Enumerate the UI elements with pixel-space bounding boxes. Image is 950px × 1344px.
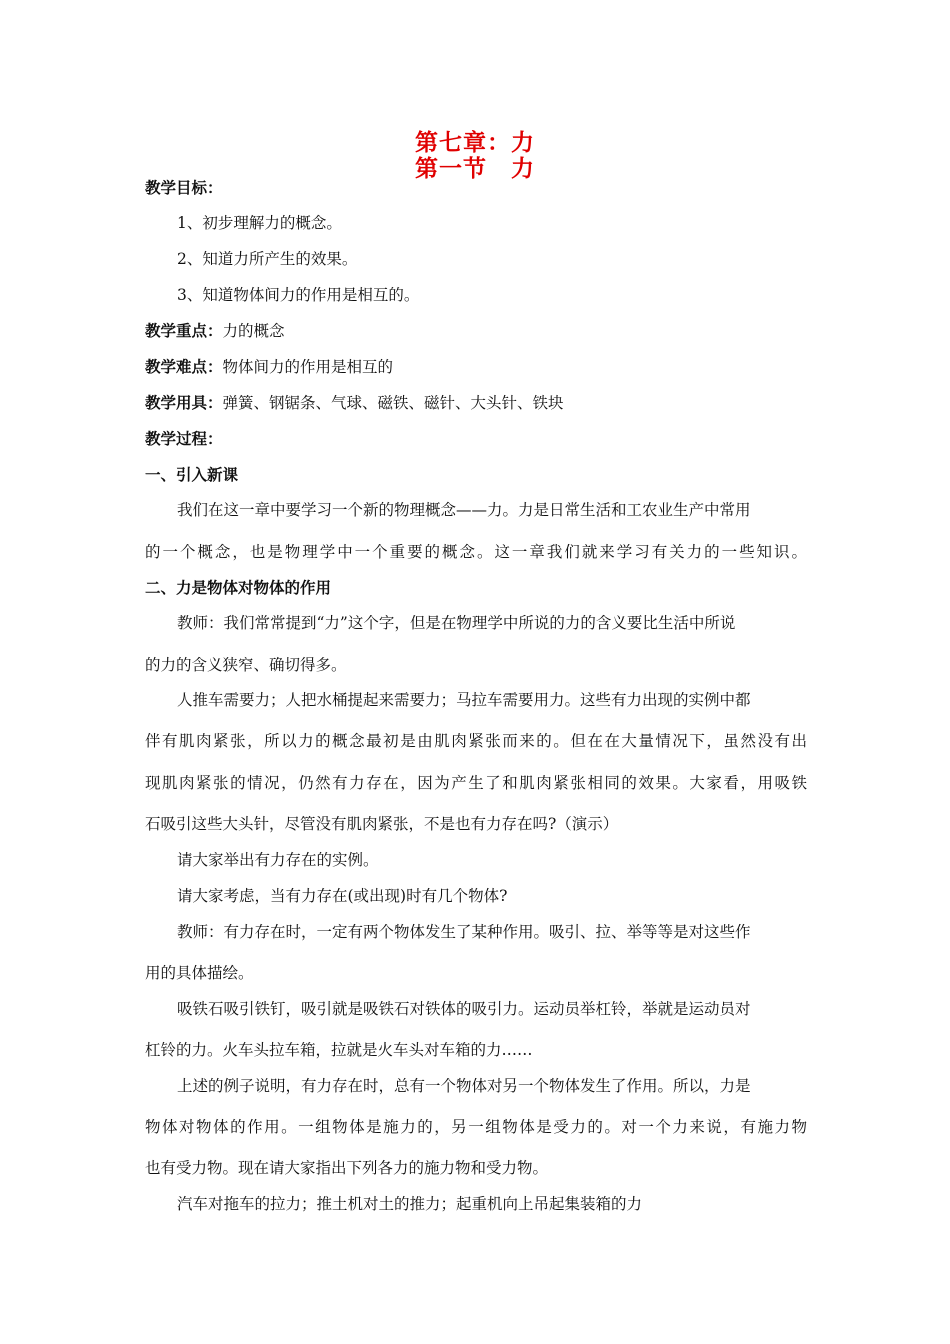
part2-heading: 二、力是物体对物体的作用: [145, 579, 332, 597]
paragraph-line: 的力的含义狭窄、确切得多。: [145, 656, 347, 674]
paragraph-line: 我们在这一章中要学习一个新的物理概念——力。力是日常生活和工农业生产中常用: [177, 501, 751, 519]
tools-text: 弹簧、钢锯条、气球、磁铁、磁针、大头针、铁块: [222, 394, 564, 412]
paragraph-line: 教师：我们常常提到“力”这个字，但是在物理学中所说的力的含义要比生活中所说: [177, 614, 736, 632]
objective-item: 2、知道力所产生的效果。: [177, 250, 358, 268]
difficulty-line: [145, 357, 393, 377]
tools-line: [145, 393, 564, 413]
paragraph-line: 用的具体描绘。: [145, 964, 254, 982]
paragraph-line: 汽车对拖车的拉力；推土机对土的推力；起重机向上吊起集装箱的力: [177, 1195, 643, 1213]
process-label: 教学过程：: [145, 430, 223, 448]
objective-item: 1、初步理解力的概念。: [177, 214, 342, 232]
paragraph-line: 人推车需要力；人把水桶提起来需要力；马拉车需要用力。这些有力出现的实例中都: [177, 691, 751, 709]
paragraph-line: 也有受力物。现在请大家指出下列各力的施力物和受力物。: [145, 1159, 549, 1177]
objectives-label: 教学目标：: [145, 179, 223, 197]
paragraph-line: 石吸引这些大头针，尽管没有肌肉紧张，不是也有力存在吗?（演示）: [145, 815, 619, 833]
paragraph-line: 请大家举出有力存在的实例。: [177, 851, 379, 869]
paragraph-line: 吸铁石吸引铁钉，吸引就是吸铁石对铁体的吸引力。运动员举杠铃，举就是运动员对: [177, 1000, 751, 1018]
key-point-text: 力的概念: [222, 322, 285, 340]
paragraph-line: 教师：有力存在时，一定有两个物体发生了某种作用。吸引、拉、举等等是对这些作: [177, 923, 751, 941]
paragraph-line: 伴有肌肉紧张，所以力的概念最初是由肌肉紧张而来的。但在在大量情况下，虽然没有出: [145, 732, 807, 750]
key-point-line: [145, 321, 285, 341]
paragraph-line: 现肌肉紧张的情况，仍然有力存在，因为产生了和肌肉紧张相同的效果。大家看，用吸铁: [145, 774, 807, 792]
paragraph-line: 上述的例子说明，有力存在时，总有一个物体对另一个物体发生了作用。所以，力是: [177, 1077, 751, 1095]
tools-label: 教学用具：: [145, 394, 223, 412]
difficulty-label: 教学难点：: [145, 358, 223, 376]
chapter-title: 第七章：力: [415, 130, 535, 156]
key-point-label: 教学重点：: [145, 322, 223, 340]
part1-heading: 一、引入新课: [145, 466, 239, 484]
difficulty-text: 物体间力的作用是相互的: [222, 358, 394, 376]
objective-item: 3、知道物体间力的作用是相互的。: [177, 286, 420, 304]
section-title: 第一节 力: [415, 156, 535, 182]
paragraph-line: 杠铃的力。火车头拉车箱，拉就是火车头对车箱的力……: [145, 1041, 533, 1059]
paragraph-line: 请大家考虑，当有力存在(或出现)时有几个物体?: [177, 887, 508, 905]
paragraph-line: 物体对物体的作用。一组物体是施力的，另一组物体是受力的。对一个力来说，有施力物: [145, 1118, 807, 1136]
paragraph-line: 的一个概念，也是物理学中一个重要的概念。这一章我们就来学习有关力的一些知识。: [145, 543, 807, 561]
